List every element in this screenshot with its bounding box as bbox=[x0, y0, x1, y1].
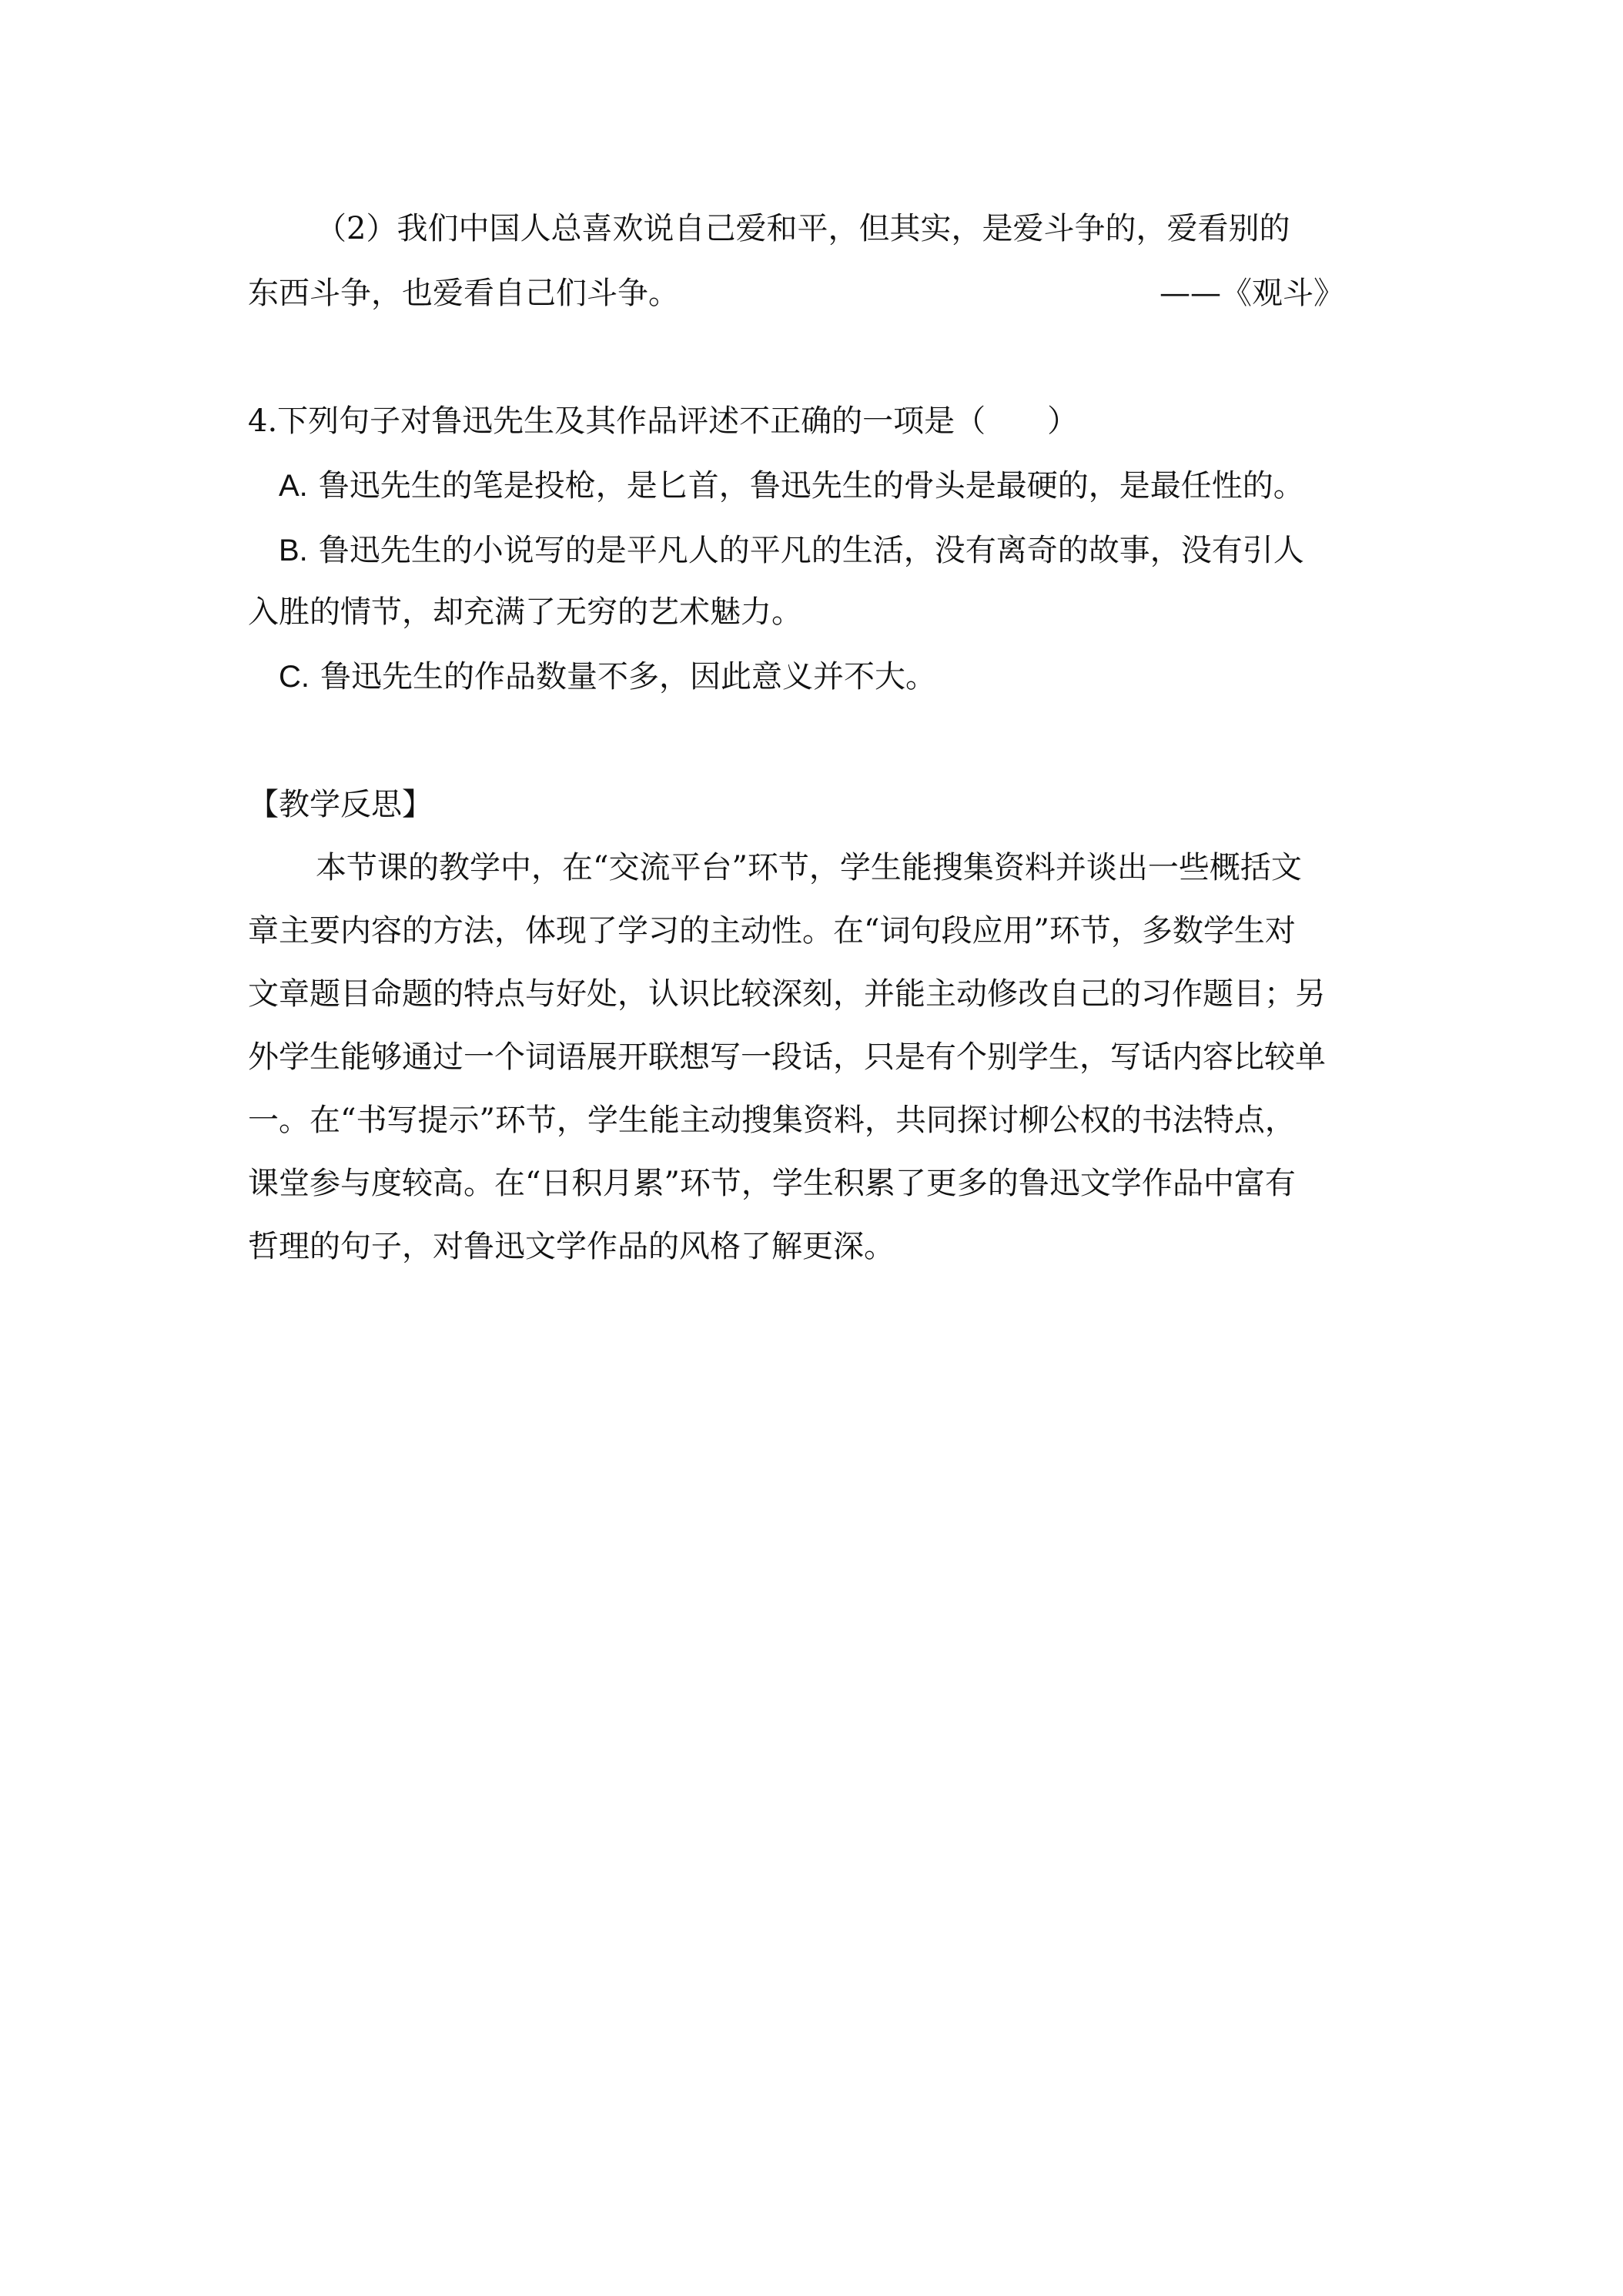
option-b-text-line-1: 鲁迅先生的小说写的是平凡人的平凡的生活，没有离奇的故事，没有引人 bbox=[318, 533, 1304, 568]
quote-line-1: （2）我们中国人总喜欢说自己爱和平，但其实，是爱斗争的，爱看别的 bbox=[316, 211, 1290, 246]
reflection-line-4: 外学生能够通过一个词语展开联想写一段话，只是有个别学生，写话内容比较单 bbox=[248, 1039, 1326, 1075]
option-c bbox=[279, 658, 936, 696]
option-a-text: 鲁迅先生的笔是投枪，是匕首，鲁迅先生的骨头是最硬的，是最任性的。 bbox=[318, 468, 1304, 504]
reflection-line-5: 一。在“书写提示”环节，学生能主动搜集资料，共同探讨柳公权的书法特点， bbox=[248, 1103, 1296, 1138]
reflection-heading: 【教学反思】 bbox=[248, 787, 433, 822]
reflection-line-3: 文章题目命题的特点与好处，认识比较深刻，并能主动修改自己的习作题目；另 bbox=[248, 976, 1326, 1012]
quote-source: ——《观斗》 bbox=[1160, 276, 1344, 311]
option-a-letter: A. bbox=[279, 469, 308, 503]
question-4-stem: 4.下列句子对鲁迅先生及其作品评述不正确的一项是（ ） bbox=[248, 403, 1079, 439]
reflection-line-2: 章主要内容的方法，体现了学习的主动性。在“词句段应用”环节，多数学生对 bbox=[248, 913, 1296, 949]
option-b-letter: B. bbox=[279, 534, 308, 567]
option-b-text-line-2: 入胜的情节，却充满了无穷的艺术魅力。 bbox=[248, 594, 802, 630]
reflection-line-1: 本节课的教学中，在“交流平台”环节，学生能搜集资料并谈出一些概括文 bbox=[316, 850, 1302, 885]
quote-line-2: 东西斗争，也爱看自己们斗争。 bbox=[248, 276, 679, 311]
reflection-line-6: 课堂参与度较高。在“日积月累”环节，学生积累了更多的鲁迅文学作品中富有 bbox=[248, 1166, 1296, 1201]
option-c-letter: C. bbox=[279, 660, 310, 694]
reflection-line-7: 哲理的句子，对鲁迅文学作品的风格了解更深。 bbox=[248, 1229, 895, 1264]
option-c-text: 鲁迅先生的作品数量不多，因此意义并不大。 bbox=[320, 659, 936, 694]
option-b bbox=[279, 531, 1304, 570]
option-a bbox=[279, 467, 1304, 505]
